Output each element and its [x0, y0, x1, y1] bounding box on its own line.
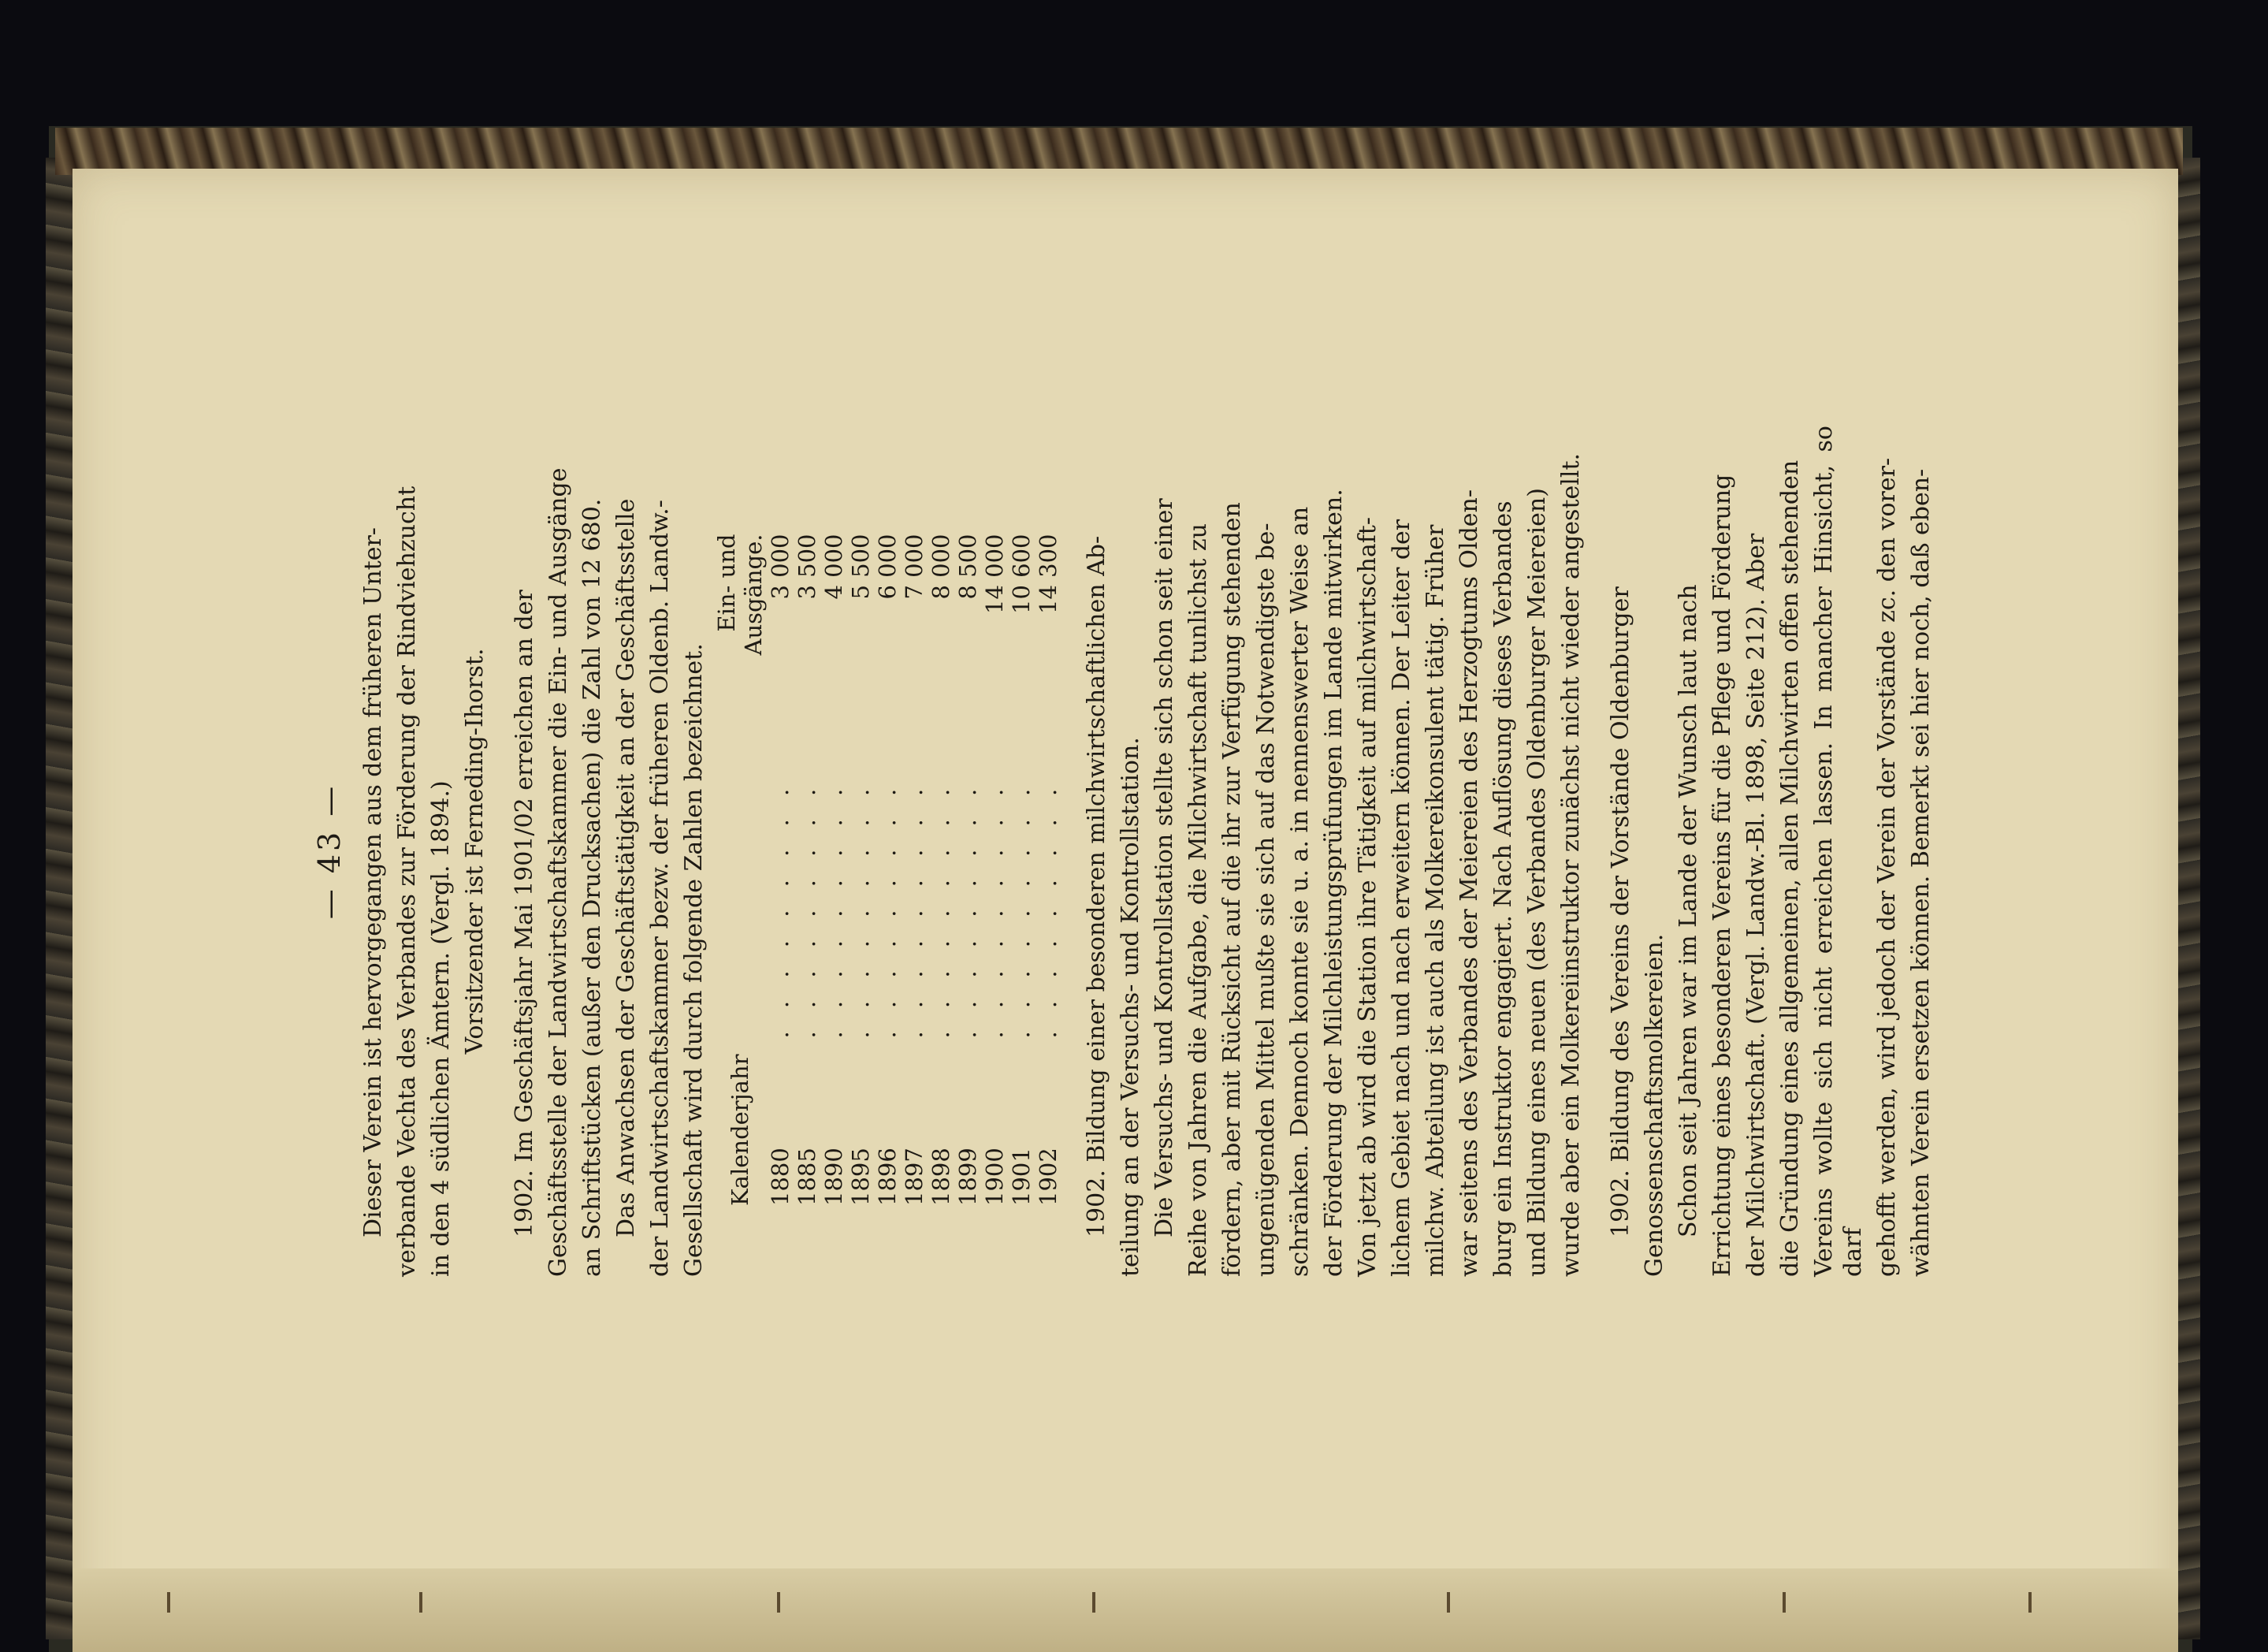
leader-dots: . . . . . . . . .	[820, 780, 847, 1039]
table-cell-count: 6 000	[874, 534, 901, 600]
para3-line2: der Landwirtschaftskammer bezw. der früheren Oldenb. Landw.-	[646, 500, 674, 1277]
leader-dots: . . . . . . . . .	[1035, 780, 1061, 1039]
leader-dots: . . . . . . . . .	[874, 780, 901, 1039]
binding-stitch	[1092, 1592, 1095, 1613]
table-cell-year: 1896	[874, 1148, 901, 1206]
para3-line1: Das Anwachsen der Geschäftstätigkeit an der Geschäftsstelle	[612, 498, 640, 1237]
table-cell-year: 1899	[954, 1148, 981, 1206]
table-cell-year: 1890	[820, 1148, 847, 1206]
page-gutter	[73, 1568, 2178, 1652]
para4-body-line: und Bildung eines neuen (des Verbandes Oldenburger Meiereien)	[1523, 488, 1551, 1277]
table-cell-count: 14 000	[981, 534, 1008, 614]
table-cell-year: 1902	[1035, 1148, 1061, 1206]
para5-body-line: der Milchwirtschaft. (Vergl. Landw.-Bl. 1898, Seite 212). Aber	[1742, 533, 1770, 1277]
table-cell-year: 1885	[794, 1148, 820, 1206]
table-header-count: Ein- und Ausgänge.	[713, 534, 767, 656]
leader-dots: . . . . . . . . .	[847, 780, 874, 1039]
para4-body-line: milchw. Abteilung ist auch als Molkereikonsulent tätig. Früher	[1422, 524, 1449, 1277]
para4-heading-line1: 1902. Bildung einer besonderen milchwirtschaftlichen Ab-	[1083, 535, 1110, 1237]
para1-line1: Dieser Verein ist hervorgegangen aus dem früheren Unter-	[359, 527, 387, 1237]
para4-body-line: burg ein Instruktor engagiert. Nach Auflösung dieses Verbandes	[1489, 500, 1517, 1277]
para5-body-line: gehofft werden, wird jedoch der Verein der Vorstände zc. den vorer-	[1873, 457, 1901, 1277]
table-row	[954, 526, 981, 1214]
table-row	[928, 526, 954, 1214]
binding-stitch	[2028, 1592, 2032, 1613]
table-cell-year: 1897	[901, 1148, 928, 1206]
para4-heading-line2: teilung an der Versuchs- und Kontrollstation.	[1117, 737, 1144, 1277]
para4-body-line: der Förderung der Milchleistungsprüfungen im Lande mitwirken.	[1320, 489, 1348, 1277]
stats-table	[713, 526, 1061, 1214]
table-cell-year: 1901	[1008, 1148, 1035, 1206]
binding-stitch	[419, 1592, 422, 1613]
para4-body-line: Von jetzt ab wird die Station ihre Tätigkeit auf milchwirtschaft-	[1354, 517, 1381, 1277]
binding-stitch	[777, 1592, 780, 1613]
table-cell-count: 4 000	[820, 534, 847, 600]
table-cell-count: 8 000	[928, 534, 954, 600]
para4-body-line: schränken. Dennoch konnte sie u. a. in nennenswerter Weise an	[1286, 506, 1314, 1277]
table-row	[1035, 526, 1061, 1214]
table-cell-count: 5 500	[847, 534, 874, 600]
binding-stitch	[1447, 1592, 1450, 1613]
para1-line2: verbande Vechta des Verbandes zur Förderung der Rindviehzucht	[393, 486, 421, 1277]
binding-stitch	[167, 1592, 170, 1613]
leader-dots: . . . . . . . . .	[954, 780, 981, 1039]
leader-dots: . . . . . . . . .	[1008, 780, 1035, 1039]
table-header-spacer	[713, 668, 767, 1047]
table-cell-year: 1880	[767, 1148, 794, 1206]
para1-line3: in den 4 südlichen Ämtern. (Vergl. 1894.)	[427, 780, 455, 1277]
para5-body-line: Vereins wollte sich nicht erreichen lassen. In mancher Hinsicht, so darf	[1810, 426, 1867, 1277]
para2-line1: 1902. Im Geschäftsjahr Mai 1901/02 erreichen an der	[511, 590, 538, 1237]
table-cell-count: 8 500	[954, 534, 981, 600]
table-row	[820, 526, 847, 1214]
leader-dots: . . . . . . . . .	[901, 780, 928, 1039]
leader-dots: . . . . . . . . .	[767, 780, 794, 1039]
table-cell-year: 1898	[928, 1148, 954, 1206]
table-cell-count: 3 000	[767, 534, 794, 600]
para3-line3: Gesellschaft wird durch folgende Zahlen bezeichnet.	[680, 643, 708, 1277]
para4-body-line: lichem Gebiet nach und nach erweitern können. Der Leiter der	[1388, 519, 1415, 1277]
table-row	[874, 526, 901, 1214]
para4-body-line: war seitens des Verbandes der Meiereien des Herzogtums Olden-	[1456, 489, 1483, 1277]
marbled-edge-left	[46, 158, 74, 1639]
binding-stitch	[1783, 1592, 1786, 1613]
rotated-text-block	[312, 426, 1935, 1277]
para4-body-line: ungenügenden Mittel mußte sie sich auf das Notwendigste be-	[1252, 523, 1280, 1277]
table-row	[901, 526, 928, 1214]
para4-body-line: fördern, aber mit Rücksicht auf die ihr zur Verfügung stehenden	[1218, 502, 1246, 1277]
para5-body-line: wähnten Verein ersetzen können. Bemerkt sei hier noch, daß eben-	[1907, 468, 1935, 1277]
para2-line3: an Schriftstücken (außer den Drucksachen) die Zahl von 12 680.	[578, 498, 606, 1277]
table-cell-count: 3 500	[794, 534, 820, 600]
table-header-year: Kalenderjahr	[727, 1054, 753, 1206]
table-row	[794, 526, 820, 1214]
page-number: — 43 —	[312, 783, 347, 920]
para5-heading-line1: 1902. Bildung des Vereins der Vorstände Oldenburger	[1607, 586, 1634, 1237]
para5-body-line: Errichtung eines besonderen Vereins für die Pflege und Förderung	[1708, 474, 1736, 1277]
table-cell-count: 7 000	[901, 534, 928, 600]
table-row	[847, 526, 874, 1214]
para2-line2: Geschäftsstelle der Landwirtschaftskammer die Ein- und Ausgänge	[545, 467, 572, 1277]
table-cell-year: 1895	[847, 1148, 874, 1206]
para5-heading-line2: Genossenschaftsmolkereien.	[1641, 933, 1668, 1277]
marbled-edge-top	[55, 128, 2183, 175]
table-header-row	[713, 526, 767, 1214]
table-row	[981, 526, 1008, 1214]
table-cell-year: 1900	[981, 1148, 1008, 1206]
table-cell-count: 14 300	[1035, 534, 1061, 614]
para1-line4: Vorsitzender ist Ferneding-Ihorst.	[461, 648, 489, 1055]
table-row	[767, 526, 794, 1214]
para4-body-line: wurde aber ein Molkereiinstruktor zunächst nicht wieder angestellt.	[1557, 452, 1585, 1277]
para4-body-line: Die Versuchs- und Kontrollstation stellte sich schon seit einer	[1151, 498, 1178, 1237]
leader-dots: . . . . . . . . .	[981, 780, 1008, 1039]
para5-body-line: Schon seit Jahren war im Lande der Wunsch laut nach	[1675, 584, 1702, 1237]
leader-dots: . . . . . . . . .	[928, 780, 954, 1039]
table-row	[1008, 526, 1035, 1214]
para5-body-line: die Gründung eines allgemeinen, allen Milchwirten offen stehenden	[1776, 460, 1804, 1277]
para4-body-line: Reihe von Jahren die Aufgabe, die Milchwirtschaft tunlichst zu	[1184, 523, 1212, 1277]
leader-dots: . . . . . . . . .	[794, 780, 820, 1039]
table-cell-count: 10 600	[1008, 534, 1035, 614]
